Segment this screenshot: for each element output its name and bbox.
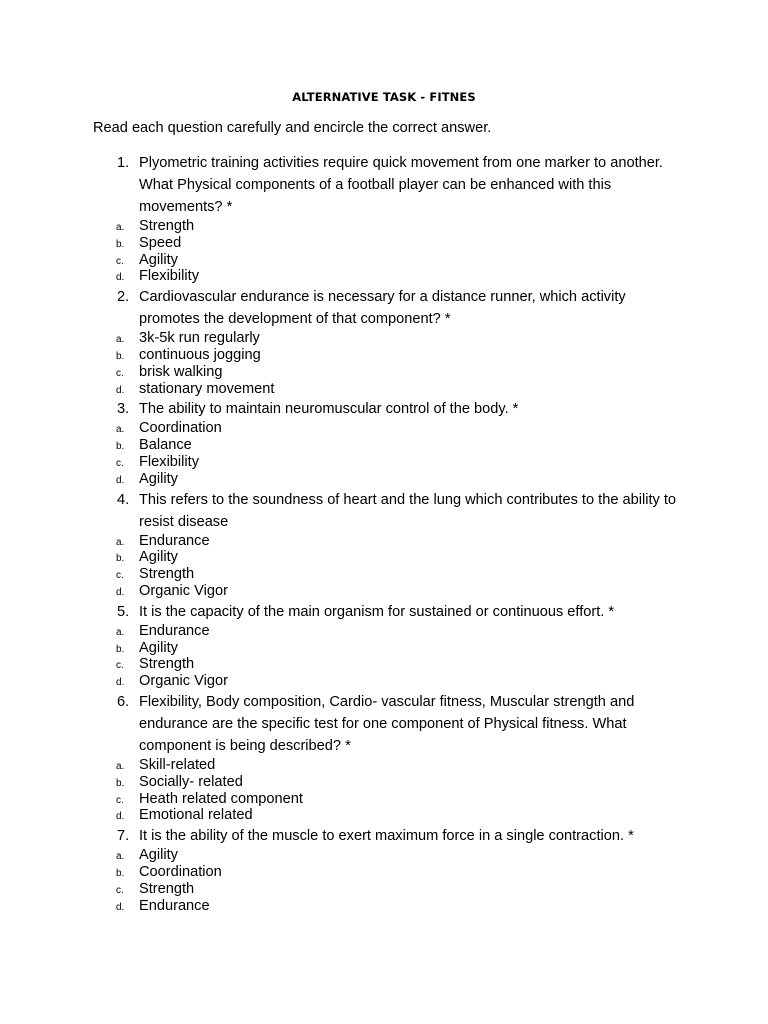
question-number: 3. [117, 401, 130, 418]
option-letter: d. [116, 272, 125, 284]
answer-option[interactable] [0, 364, 768, 381]
option-letter: a. [116, 626, 125, 638]
question-number: 2. [117, 289, 130, 306]
option-letter: a. [116, 536, 125, 548]
question-item [0, 286, 768, 397]
question-text: This refers to the soundness of heart and the lung which contributes to the ability to resist disease [139, 491, 677, 530]
question-number: 4. [117, 491, 130, 508]
option-text: 3k-5k run regularly [139, 330, 260, 347]
question-number: 6. [117, 693, 130, 710]
option-text: Endurance [139, 897, 210, 914]
option-text: stationary movement [139, 380, 275, 397]
question-text: Plyometric training activities require quick movement from one marker to another. What Physical components of a football player can be enhanced with this movements? * [139, 155, 663, 215]
option-text: Coordination [139, 420, 222, 437]
option-letter: b. [116, 441, 125, 453]
option-letter: b. [116, 777, 125, 789]
option-text: Endurance [139, 622, 210, 639]
option-text: Skill-related [139, 756, 216, 773]
option-text: Strength [139, 656, 195, 673]
answer-option[interactable] [0, 807, 768, 824]
answer-option[interactable] [0, 791, 768, 808]
question-number: 5. [117, 603, 130, 620]
option-letter: d. [116, 384, 125, 396]
option-text: Coordination [139, 863, 222, 880]
option-text: brisk walking [139, 363, 223, 380]
answer-option[interactable] [0, 420, 768, 437]
option-letter: b. [116, 350, 125, 362]
option-text: Speed [139, 234, 182, 251]
option-letter: a. [116, 334, 125, 346]
answer-option[interactable] [0, 774, 768, 791]
option-letter: a. [116, 222, 125, 233]
question-item [0, 691, 768, 824]
option-text: Organic Vigor [139, 582, 228, 599]
option-text: Socially- related [139, 773, 243, 790]
option-text: Heath related component [139, 790, 303, 807]
option-letter: c. [116, 457, 124, 469]
option-letter: c. [116, 660, 124, 672]
option-letter: c. [116, 367, 124, 379]
option-letter: c. [116, 570, 124, 582]
option-text: Strength [139, 566, 195, 583]
option-text: Agility [139, 847, 178, 864]
question-item [0, 398, 768, 487]
option-text: Strength [139, 880, 195, 897]
question-item [0, 601, 768, 690]
answer-option[interactable] [0, 583, 768, 600]
answer-option[interactable] [0, 847, 768, 864]
answer-option[interactable] [0, 864, 768, 881]
option-text: Strength [139, 218, 195, 234]
answer-option[interactable] [0, 881, 768, 898]
answer-option[interactable] [0, 623, 768, 640]
answer-option[interactable] [0, 235, 768, 252]
instructions-text: Read each question carefully and encircle the correct answer. [93, 120, 492, 136]
answer-option[interactable] [0, 656, 768, 673]
answer-option[interactable] [0, 268, 768, 285]
option-letter: d. [116, 677, 125, 689]
option-text: Flexibility [139, 453, 200, 470]
option-letter: d. [116, 901, 125, 913]
option-text: Emotional related [139, 807, 253, 824]
answer-option[interactable] [0, 566, 768, 583]
option-text: Endurance [139, 532, 210, 549]
answer-option[interactable] [0, 533, 768, 550]
question-number: 1. [117, 155, 130, 171]
answer-option[interactable] [0, 252, 768, 269]
option-text: Flexibility [139, 268, 200, 285]
option-text: Agility [139, 549, 178, 566]
option-text: Agility [139, 251, 178, 268]
option-letter: d. [116, 811, 125, 823]
question-text: It is the ability of the muscle to exert maximum force in a single contraction. * [139, 828, 634, 845]
option-letter: a. [116, 760, 125, 772]
option-text: continuous jogging [139, 346, 261, 363]
option-text: Balance [139, 437, 192, 454]
answer-option[interactable] [0, 437, 768, 454]
option-letter: b. [116, 867, 125, 879]
answer-option[interactable] [0, 218, 768, 235]
answer-option[interactable] [0, 471, 768, 488]
answer-option[interactable] [0, 330, 768, 347]
option-letter: b. [116, 643, 125, 655]
question-number: 7. [117, 828, 130, 845]
answer-option[interactable] [0, 673, 768, 690]
option-text: Agility [139, 639, 178, 656]
option-letter: a. [116, 851, 125, 863]
option-letter: c. [116, 255, 124, 267]
option-letter: c. [116, 794, 124, 806]
question-list [0, 152, 768, 915]
option-letter: a. [116, 424, 125, 436]
question-text: Cardiovascular endurance is necessary for a distance runner, which activity promotes the development of that component? * [139, 289, 626, 328]
answer-option[interactable] [0, 381, 768, 398]
question-text: It is the capacity of the main organism for sustained or continuous effort. * [139, 603, 615, 620]
answer-option[interactable] [0, 454, 768, 471]
answer-option[interactable] [0, 640, 768, 657]
question-item [0, 489, 768, 600]
option-letter: b. [116, 238, 125, 250]
question-text: The ability to maintain neuromuscular control of the body. * [139, 401, 519, 418]
option-text: Agility [139, 470, 178, 487]
option-letter: d. [116, 474, 125, 486]
option-letter: b. [116, 553, 125, 565]
document-title: ALTERNATIVE TASK - FITNES [292, 90, 476, 104]
option-letter: d. [116, 586, 125, 598]
question-text: Flexibility, Body composition, Cardio- vascular fitness, Muscular strength and endurance are the specific test for one component of Physical fitness. What component is being described? * [139, 693, 635, 754]
answer-option[interactable] [0, 898, 768, 915]
question-item [0, 152, 768, 285]
option-text: Organic Vigor [139, 673, 228, 690]
answer-option[interactable] [0, 757, 768, 774]
question-item [0, 825, 768, 914]
answer-option[interactable] [0, 347, 768, 364]
answer-option[interactable] [0, 549, 768, 566]
option-letter: c. [116, 884, 124, 896]
